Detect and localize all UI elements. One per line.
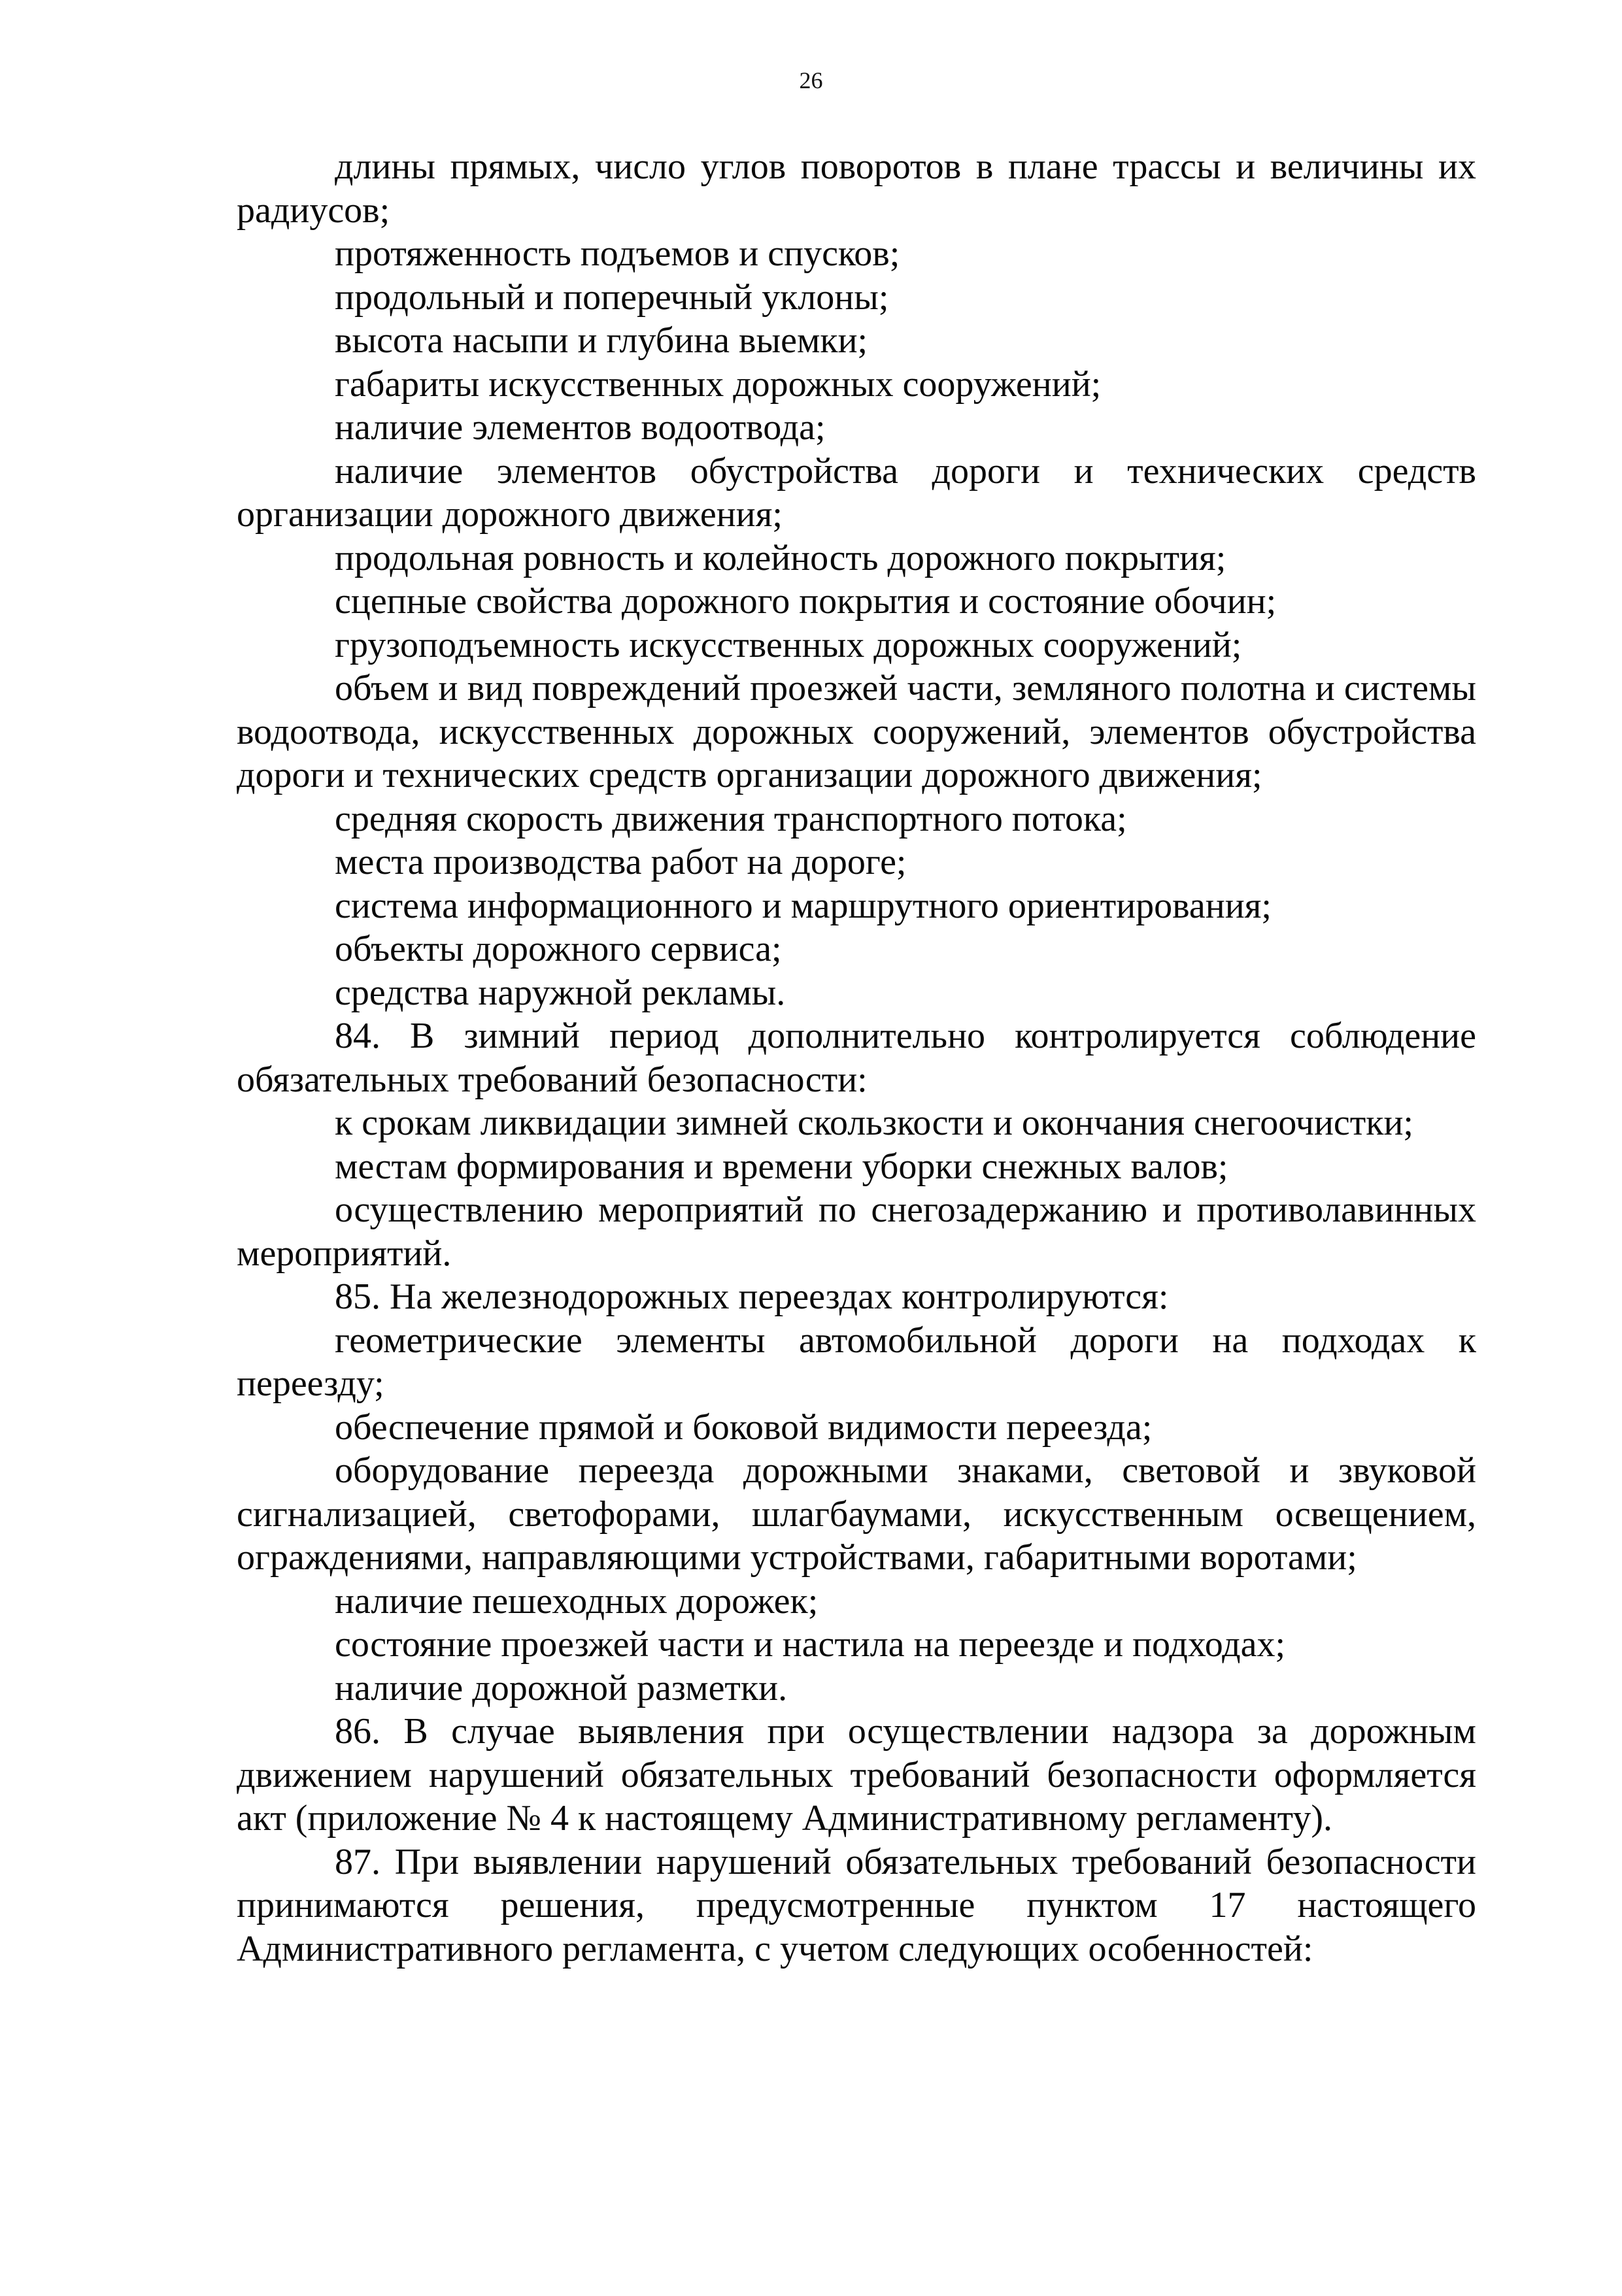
paragraph-damage: объем и вид повреждений проезжей части, земляного полотна и системы водоотвода, искусственных дорожных сооружений, элементов обустройства дороги и технических средств организации дорожного движения; — [237, 668, 1476, 795]
paragraph-work-sites: места производства работ на дороге; — [335, 842, 907, 882]
paragraph-route-geometry: длины прямых, число углов поворотов в плане трассы и величины их радиусов; — [237, 146, 1476, 231]
paragraph-orientation-system: система информационного и маршрутного ориентирования; — [335, 885, 1272, 926]
paragraph-evenness: продольная ровность и колейность дорожного покрытия; — [335, 537, 1226, 578]
paragraph-crossing-equipment: оборудование переезда дорожными знаками, световой и звуковой сигнализацией, светофорами, шлагбаумами, искусственным освещением, ограждениями, направляющими устройствами, габаритными воротами; — [237, 1450, 1476, 1578]
paragraph-snow-retention: осуществлению мероприятий по снегозадержанию и противолавинных мероприятий. — [237, 1190, 1476, 1274]
document-body — [237, 145, 1476, 1971]
paragraph-footpaths: наличие пешеходных дорожек; — [335, 1580, 819, 1622]
paragraph-road-service: объекты дорожного сервиса; — [335, 929, 782, 969]
paragraph-load-capacity: грузоподъемность искусственных дорожных сооружений; — [335, 624, 1242, 665]
paragraph-road-equipment: наличие элементов обустройства дороги и технических средств организации дорожного движения; — [237, 450, 1476, 535]
paragraph-item-87: 87. При выявлении нарушений обязательных требований безопасности принимаются решения, предусмотренные пунктом 17 настоящего Административного регламента, с учетом следующих особенностей: — [237, 1841, 1476, 1969]
page-number: 26 — [799, 67, 823, 93]
paragraph-road-marking: наличие дорожной разметки. — [335, 1667, 788, 1708]
paragraph-gradients: продольный и поперечный уклоны; — [335, 276, 889, 318]
paragraph-snow-banks: местам формирования и времени уборки снежных валов; — [335, 1146, 1228, 1187]
paragraph-embankment: высота насыпи и глубина выемки; — [335, 320, 868, 361]
paragraph-drainage: наличие элементов водоотвода; — [335, 407, 826, 448]
paragraph-average-speed: средняя скорость движения транспортного потока; — [335, 798, 1127, 839]
paragraph-item-86: 86. В случае выявления при осуществлении надзора за дорожным движением нарушений обязательных требований безопасности оформляется акт (приложение № 4 к настоящему Административному регламенту). — [237, 1711, 1476, 1838]
paragraph-slopes-length: протяженность подъемов и спусков; — [335, 233, 900, 274]
paragraph-structure-dimensions: габариты искусственных дорожных сооружений; — [335, 363, 1102, 405]
paragraph-winter-slipperiness: к срокам ликвидации зимней скользкости и окончания снегоочистки; — [335, 1103, 1413, 1143]
paragraph-crossing-deck: состояние проезжей части и настила на переезде и подходах; — [335, 1624, 1286, 1665]
paragraph-crossing-visibility: обеспечение прямой и боковой видимости переезда; — [335, 1406, 1153, 1448]
paragraph-crossing-geometry: геометрические элементы автомобильной дороги на подходах к переезду; — [237, 1320, 1476, 1404]
paragraph-item-85: 85. На железнодорожных переездах контролируются: — [335, 1276, 1169, 1317]
paragraph-advertising: средства наружной рекламы. — [335, 972, 786, 1013]
paragraph-grip: сцепные свойства дорожного покрытия и состояние обочин; — [335, 581, 1277, 622]
paragraph-item-84: 84. В зимний период дополнительно контролируется соблюдение обязательных требований безопасности: — [237, 1016, 1476, 1100]
